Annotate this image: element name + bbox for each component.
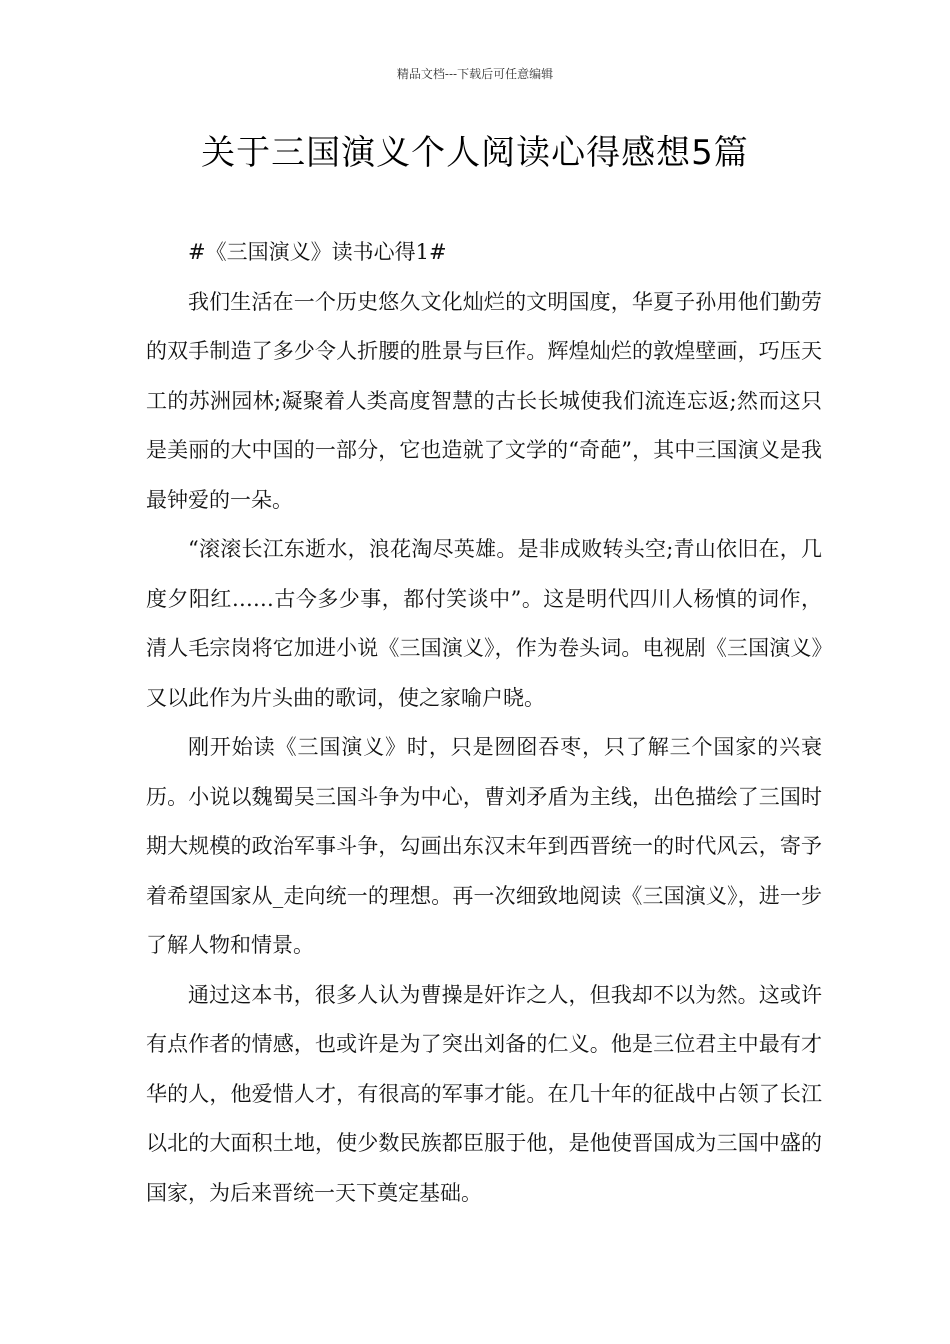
section-heading: #《三国演义》读书心得1# bbox=[188, 240, 447, 264]
paragraph-2: “滚滚长江东逝水，浪花淘尽英雄。是非成败转头空;青山依旧在，几度夕阳红……古今多少事，都付笑谈中”。这是明代四川人杨慎的词作，清人毛宗岗将它加进小说《三国演义》，作为卷头词。电视剧《三国演义》又以此作为片头曲的歌词，使之家喻户晓。 bbox=[146, 537, 822, 710]
document-body bbox=[146, 228, 822, 1218]
paragraph-4: 通过这本书，很多人认为曹操是奸诈之人，但我却不以为然。这或许有点作者的情感，也或许是为了突出刘备的仁义。他是三位君主中最有才华的人，他爱惜人才，有很高的军事才能。在几十年的征战中占领了长江以北的大面积土地，使少数民族都臣服于他，是他使晋国成为三国中盛的国家，为后来晋统一天下奠定基础。 bbox=[146, 982, 822, 1205]
paragraph-1: 我们生活在一个历史悠久文化灿烂的文明国度，华夏子孙用他们勤劳的双手制造了多少令人折腰的胜景与巨作。辉煌灿烂的敦煌壁画，巧压天工的苏洲园林;凝聚着人类高度智慧的古长长城使我们流连忘返;然而这只是美丽的大中国的一部分，它也造就了文学的“奇葩”，其中三国演义是我最钟爱的一朵。 bbox=[146, 289, 822, 512]
paragraph-3: 刚开始读《三国演义》时，只是囫囵吞枣，只了解三个国家的兴衰历。小说以魏蜀吴三国斗争为中心，曹刘矛盾为主线，出色描绘了三国时期大规模的政治军事斗争，勾画出东汉末年到西晋统一的时代风云，寄予着希望国家从_走向统一的理想。再一次细致地阅读《三国演义》，进一步了解人物和情景。 bbox=[146, 735, 822, 957]
document-title: 关于三国演义个人阅读心得感想5篇 bbox=[201, 133, 749, 173]
header-note: 精品文档---下载后可任意编辑 bbox=[396, 67, 554, 81]
